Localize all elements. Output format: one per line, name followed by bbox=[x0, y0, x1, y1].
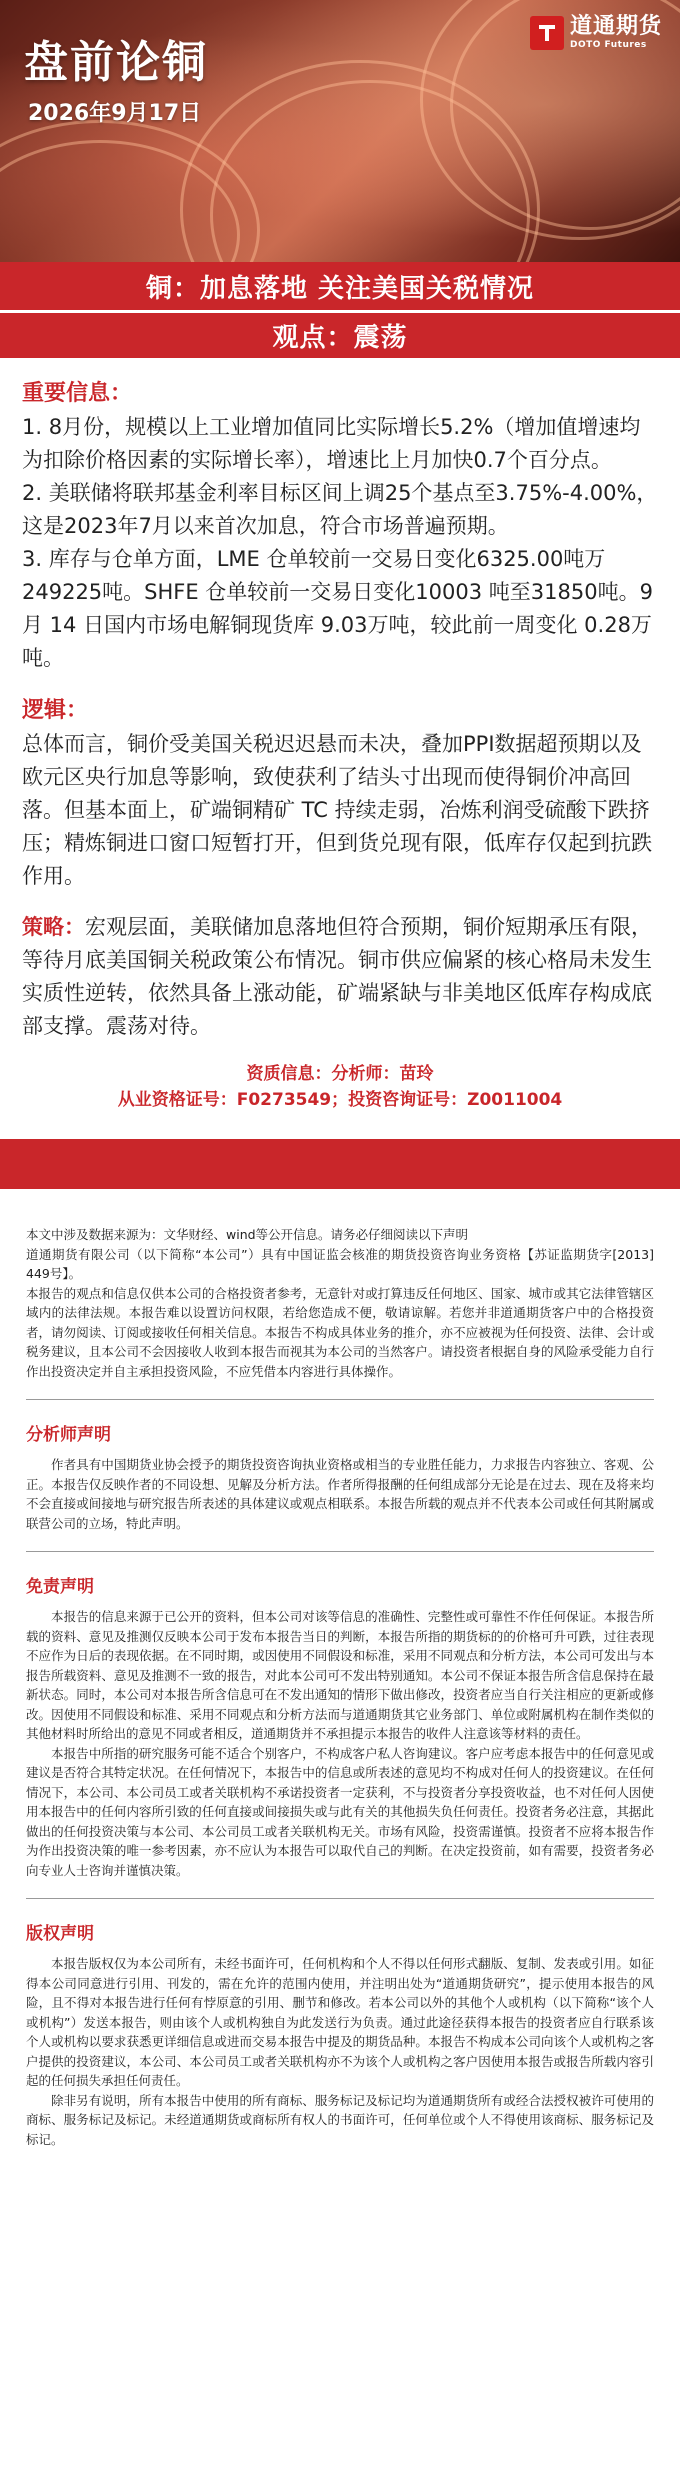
strategy-text: 宏观层面，美联储加息落地但符合预期，铜价短期承压有限，等待月底美国铜关税政策公布情况。铜市供应偏紧的核心格局未发生实质性逆转，依然具备上涨动能，矿端紧缺与非美地区低库存构成底部支撑。震荡对待。 bbox=[22, 915, 652, 1038]
banner-date: 2026年9月17日 bbox=[28, 101, 202, 126]
analyst-name: 资质信息：分析师：苗玲 bbox=[246, 1064, 434, 1084]
strategy-label: 策略： bbox=[22, 915, 85, 939]
disclaimer-qualification: 道通期货有限公司（以下简称“本公司”）具有中国证监会核准的期货投资咨询业务资格【苏证监期货字[2013] 449号】。 bbox=[26, 1246, 654, 1281]
divider-band bbox=[0, 1139, 680, 1189]
report-view: 观点：震荡 bbox=[0, 310, 680, 358]
logo-name-cn: 道通期货 bbox=[569, 14, 662, 39]
report-body bbox=[0, 358, 680, 1043]
banner-title: 盘前论铜 bbox=[24, 37, 208, 88]
exemption-text: 本报告中所指的研究服务可能不适合个别客户，不构成客户私人咨询建议。客户应考虑本报告中的任何意见或建议是否符合其特定状况。在任何情况下，本报告中的信息或所表述的意见均不构成对任何人的投资建议。在任何情况下，本公司、本公司员工或者关联机构不承诺投资者一定获利，不与投资者分享投资收益，也不对任何人因使用本报告中的任何内容所引致的任何直接或间接损失或与此有关的其他损失负任何责任。投资者务必注意，其据此做出的任何投资决策与本公司、本公司员工或者关联机构无关。市场有风险，投资需谨慎。投资者不应将本报告作为作出投资决策的唯一参考因素，亦不应认为本报告可以取代自己的判断。在决定投资前，如有需要，投资者务必向专业人士咨询并谨慎决策。 bbox=[26, 1745, 654, 1878]
company-logo bbox=[530, 16, 662, 50]
copyright-text: 除非另有说明，所有本报告中使用的所有商标、服务标记及标记均为道通期货所有或经合法授权被许可使用的商标、服务标记及标记。未经道通期货或商标所有权人的书面许可，任何单位或个人不得使用该商标、服务标记及标记。 bbox=[26, 2092, 654, 2147]
exemption-title: 免责声明 bbox=[26, 1577, 94, 1597]
disclaimer-divider bbox=[26, 1399, 654, 1400]
disclaimer-divider bbox=[26, 1898, 654, 1899]
disclaimer-source: 本文中涉及数据来源为：文华财经、wind等公开信息。请务必仔细阅读以下声明 bbox=[26, 1227, 469, 1242]
logic-title: 逻辑： bbox=[22, 698, 89, 723]
logo-mark-icon bbox=[530, 16, 564, 50]
report-headline: 铜：加息落地 关注美国关税情况 bbox=[0, 262, 680, 310]
key-info-item: 3. 库存与仓单方面，LME 仓单较前一交易日变化6325.00吨万249225吨。SHFE 仓单较前一交易日变化10003 吨至31850吨。9月 14 日国内市场电解铜现货库 9.03万吨，较此前一周变化 0.28万吨。 bbox=[22, 547, 653, 670]
key-info-item: 2. 美联储将联邦基金利率目标区间上调25个基点至3.75%-4.00%，这是2023年7月以来首次加息，符合市场普遍预期。 bbox=[22, 481, 658, 538]
analyst-statement-title: 分析师声明 bbox=[26, 1425, 111, 1445]
copyright-title: 版权声明 bbox=[26, 1924, 94, 1944]
logic-text: 总体而言，铜价受美国关税迟迟悬而未决，叠加PPI数据超预期以及欧元区央行加息等影响，致使获利了结头寸出现而使得铜价冲高回落。但基本面上，矿端铜精矿 TC 持续走弱，冶炼利润受硫酸下跌挤压；精炼铜进口窗口短暂打开，但到货兑现有限，低库存仅起到抗跌作用。 bbox=[22, 732, 652, 888]
disclaimer-intro: 本报告的观点和信息仅供本公司的合格投资者参考，无意针对或打算违反任何地区、国家、城市或其它法律管辖区域内的法律法规。本报告难以设置访问权限，若给您造成不便，敬请谅解。若您并非道通期货客户中的合格投资者，请勿阅读、订阅或接收任何相关信息。本报告不构成具体业务的推介，亦不应被视为任何投资、法律、会计或税务建议，且本公司不会因接收人收到本报告而视其为本公司的当然客户。请投资者根据自身的风险承受能力自行作出投资决定并自主承担投资风险，不应凭借本内容进行具体操作。 bbox=[26, 1285, 654, 1379]
analyst-statement-text: 作者具有中国期货业协会授予的期货投资咨询执业资格或相当的专业胜任能力，力求报告内容独立、客观、公正。本报告仅反映作者的不同设想、见解及分析方法。作者所得报酬的任何组成部分无论是在过去、现在及将来均不会直接或间接地与研究报告所表述的具体建议或观点相联系。本报告所载的观点并不代表本公司或任何其附属或联营公司的立场，特此声明。 bbox=[26, 1457, 654, 1531]
key-info-item: 1. 8月份，规模以上工业增加值同比实际增长5.2%（增加值增速均为扣除价格因素的实际增长率），增速比上月加快0.7个百分点。 bbox=[22, 415, 641, 472]
analyst-license: 从业资格证号：F0273549；投资咨询证号：Z0011004 bbox=[117, 1090, 563, 1110]
analyst-credentials bbox=[0, 1043, 680, 1113]
exemption-text: 本报告的信息来源于已公开的资料，但本公司对该等信息的准确性、完整性或可靠性不作任何保证。本报告所载的资料、意见及推测仅反映本公司于发布本报告当日的判断，本报告所指的期货标的的价格可升可跌，过往表现不应作为日后的表现依据。在不同时期，或因使用不同假设和标准，采用不同观点和分析方法，本公司可发出与本报告所载资料、意见及推测不一致的报告，对此本公司可不发出特别通知。本公司不保证本报告所含信息保持在最新状态。同时，本公司对本报告所含信息可在不发出通知的情形下做出修改，投资者应当自行关注相应的更新或修改。因使用不同假设和标准、采用不同观点和分析方法而与道通期货其它业务部门、单位或附属机构在制作类似的其他材料时所给出的意见不同或者相反，道通期货并不承担提示本报告的收件人注意该等材料的责任。 bbox=[26, 1609, 654, 1741]
logo-name-en: DOTO Futures bbox=[569, 40, 647, 50]
copyright-text: 本报告版权仅为本公司所有，未经书面许可，任何机构和个人不得以任何形式翻版、复制、发表或引用。如征得本公司同意进行引用、刊发的，需在允许的范围内使用，并注明出处为“道通期货研究”，提示使用本报告的风险，且不得对本报告进行任何有悖原意的引用、删节和修改。若本公司以外的其他个人或机构（以下简称“该个人或机构”）发送本报告，则由该个人或机构独自为此发送行为负责。通过此途径获得本报告的投资者应自行联系该个人或机构以要求获悉更详细信息或进而交易本报告中提及的期货品种。本报告不构成本公司向该个人或机构之客户提供的投资建议，本公司、本公司员工或者关联机构亦不为该个人或机构之客户因使用本报告或报告所载内容引起的任何损失承担任何责任。 bbox=[26, 1956, 654, 2088]
key-info-title: 重要信息： bbox=[22, 381, 133, 406]
strategy-paragraph bbox=[22, 911, 658, 1043]
disclaimer-divider bbox=[26, 1551, 654, 1552]
disclaimer-section bbox=[0, 1189, 680, 2149]
header-banner bbox=[0, 0, 680, 262]
